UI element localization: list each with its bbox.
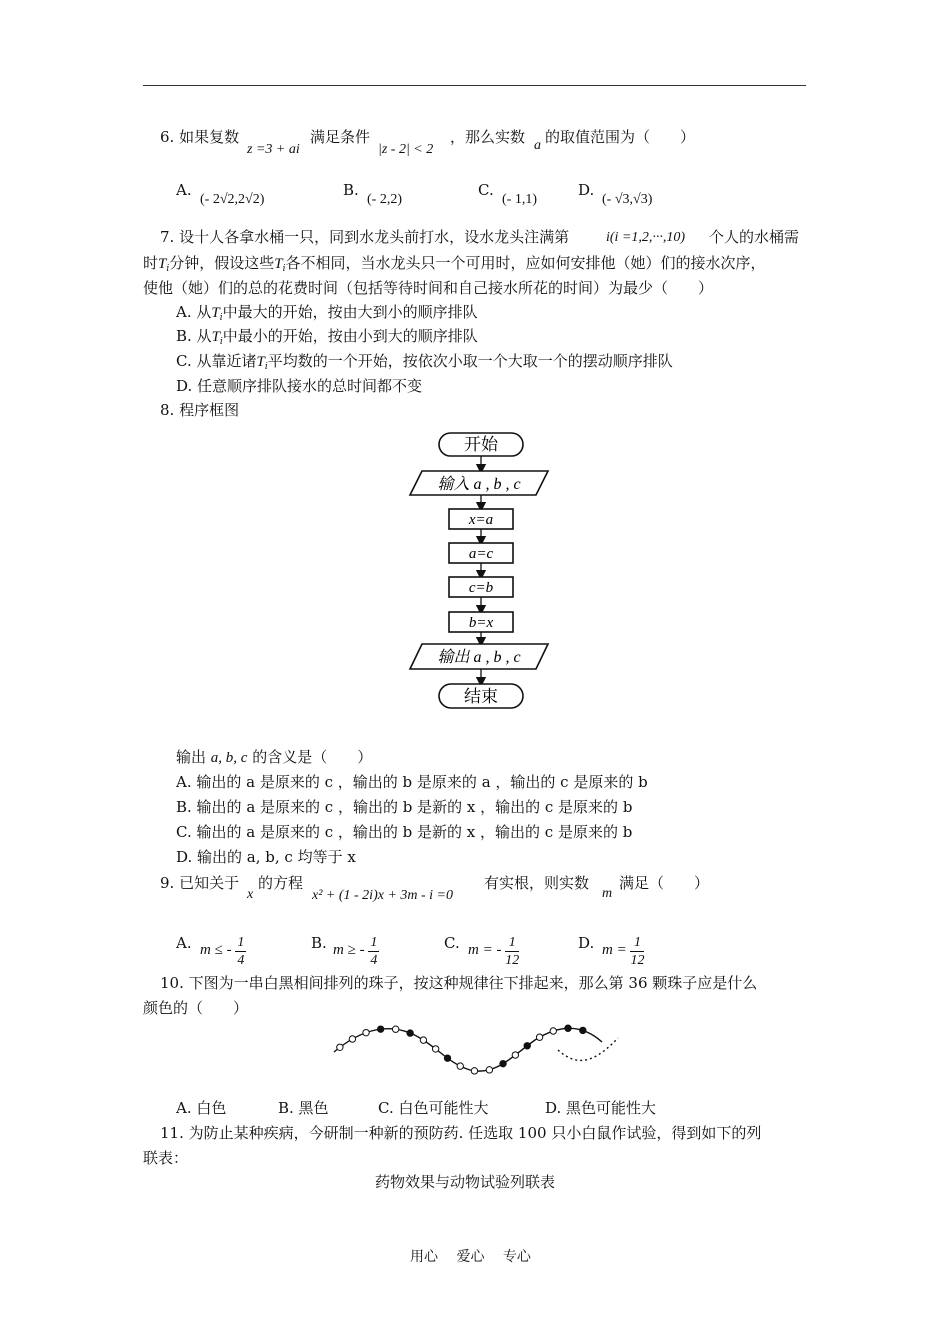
black-bead xyxy=(565,1025,571,1031)
q9-option-c-label: C. xyxy=(444,934,460,952)
q6-stem: 6. 如果复数 xyxy=(160,128,240,146)
q6-option-d-label: D. xyxy=(578,181,595,199)
black-bead xyxy=(407,1030,413,1036)
flow-step-1-label: x=a xyxy=(468,512,494,528)
q7-line2: 时$T_i$分钟，假设这些$T_i$各不相同，当水龙头只一个可用时，应如何安排他（她）们的接水次序， xyxy=(143,254,766,274)
q7-line3: 使他（她）们的总的花费时间（包括等待时间和自己接水所花的时间）为最少（ ） xyxy=(143,279,714,297)
white-bead xyxy=(512,1052,518,1058)
bead-string-solid xyxy=(334,1028,602,1071)
black-bead xyxy=(377,1026,383,1032)
flow-start-label: 开始 xyxy=(464,435,498,454)
q11-line1: 11. 为防止某种疾病，今研制一种新的预防药. 任选取 100 只小白鼠作试验，得到如下的列 xyxy=(160,1124,762,1142)
white-bead xyxy=(471,1068,477,1074)
white-bead xyxy=(349,1036,355,1042)
white-bead xyxy=(457,1063,463,1069)
q6-stem-d: 的取值范围为（ ） xyxy=(545,128,696,146)
q9-option-a-label: A. xyxy=(176,934,192,952)
q8-question: 输出 a, b, c 的含义是（ ） xyxy=(176,748,373,766)
q10-line2: 颜色的（ ） xyxy=(143,999,249,1017)
flow-step-4-label: b=x xyxy=(468,615,494,631)
white-bead xyxy=(337,1044,343,1050)
q7-option-c: C. 从靠近诸$T_i$平均数的一个开始，按依次小取一个大取一个的摆动顺序排队 xyxy=(176,352,673,372)
white-bead xyxy=(486,1067,492,1073)
white-bead xyxy=(392,1026,398,1032)
bead-string-dotted xyxy=(558,1038,618,1060)
q6-stem-b: 满足条件 xyxy=(310,128,371,146)
q6-var-a: a xyxy=(534,138,541,153)
q10-option-a: A. 白色 xyxy=(176,1099,227,1117)
q8-option-c: C. 输出的 a 是原来的 c ，输出的 b 是新的 x ，输出的 c 是原来的 b xyxy=(176,823,633,841)
q10-line1: 10. 下图为一串白黑相间排列的珠子，按这种规律往下排起来，那么第 36 颗珠子应是什么 xyxy=(160,974,758,992)
flowchart xyxy=(400,425,550,720)
q9-stem-c: 有实根，则实数 xyxy=(484,874,590,892)
q6-option-b: (- 2,2) xyxy=(367,192,402,207)
black-bead xyxy=(500,1060,506,1066)
q11-table-title: 药物效果与动物试验列联表 xyxy=(375,1173,556,1191)
white-bead xyxy=(363,1029,369,1035)
black-bead xyxy=(580,1027,586,1033)
q9-var-x: x xyxy=(247,887,254,902)
black-bead xyxy=(444,1055,450,1061)
header-rule xyxy=(143,85,806,86)
q9-option-b: m ≥ - $\frac{1}{4}$ xyxy=(333,935,378,968)
white-bead xyxy=(536,1034,542,1040)
q8-option-a: A. 输出的 a 是原来的 c ，输出的 b 是原来的 a ，输出的 c 是原来的 b xyxy=(176,773,648,791)
bead-string-figure xyxy=(320,1020,630,1082)
q7-option-a: A. 从$T_i$中最大的开始，按由大到小的顺序排队 xyxy=(176,303,478,323)
q8-title: 8. 程序框图 xyxy=(160,401,240,419)
q6-z-expr: z =3 + ai xyxy=(247,142,300,157)
q6-condition: |z - 2| < 2 xyxy=(378,142,434,157)
white-bead xyxy=(420,1037,426,1043)
q6-stem-c: ，那么实数 xyxy=(450,128,526,146)
q9-option-c: m = - $\frac{1}{12}$ xyxy=(468,935,520,968)
q7-index-math: i(i =1,2,···,10) xyxy=(606,230,686,245)
q9-stem-d: 满足（ ） xyxy=(619,874,710,892)
q10-option-b: B. 黑色 xyxy=(278,1099,329,1117)
black-bead xyxy=(524,1043,530,1049)
q9-option-d-label: D. xyxy=(578,934,595,952)
flow-output-label: 输出 a , b , c xyxy=(437,649,521,666)
flow-input-label: 输入 a , b , c xyxy=(437,476,521,493)
page-footer: 用心 爱心 专心 xyxy=(410,1249,531,1265)
q9-var-m: m xyxy=(602,886,613,901)
q9-stem-b: 的方程 xyxy=(258,874,304,892)
white-bead xyxy=(432,1046,438,1052)
q9-option-b-label: B. xyxy=(311,934,327,952)
q6-option-c-label: C. xyxy=(478,181,494,199)
q9-option-d: m = $\frac{1}{12}$ xyxy=(602,935,645,968)
flow-step-2-label: a=c xyxy=(468,546,494,562)
q6-option-a-label: A. xyxy=(176,181,192,199)
flow-end-label: 结束 xyxy=(464,687,498,706)
q8-option-d: D. 输出的 a, b, c 均等于 x xyxy=(176,848,356,866)
q10-option-c: C. 白色可能性大 xyxy=(378,1099,489,1117)
q6-option-c: (- 1,1) xyxy=(502,192,537,207)
q7-line1: 7. 设十人各拿水桶一只，同到水龙头前打水，设水龙头注满第 xyxy=(160,228,570,246)
q9-equation: x² + (1 - 2i)x + 3m - i =0 xyxy=(312,888,454,903)
q7-line1-end: 个人的水桶需 xyxy=(709,228,800,246)
q10-option-d: D. 黑色可能性大 xyxy=(545,1099,657,1117)
q6-option-b-label: B. xyxy=(343,181,359,199)
white-bead xyxy=(550,1028,556,1034)
q7-option-b: B. 从$T_i$中最小的开始，按由小到大的顺序排队 xyxy=(176,327,478,347)
q7-option-d: D. 任意顺序排队接水的总时间都不变 xyxy=(176,377,423,395)
q9-option-a: m ≤ - $\frac{1}{4}$ xyxy=(200,935,245,968)
q6-option-a: (- 2√2,2√2) xyxy=(200,192,265,207)
q11-line2: 联表： xyxy=(143,1149,189,1167)
q8-option-b: B. 输出的 a 是原来的 c ，输出的 b 是新的 x ，输出的 c 是原来的 b xyxy=(176,798,633,816)
q9-stem: 9. 已知关于 xyxy=(160,874,240,892)
q6-option-d: (- √3,√3) xyxy=(602,192,653,207)
flow-step-3-label: c=b xyxy=(468,580,494,596)
